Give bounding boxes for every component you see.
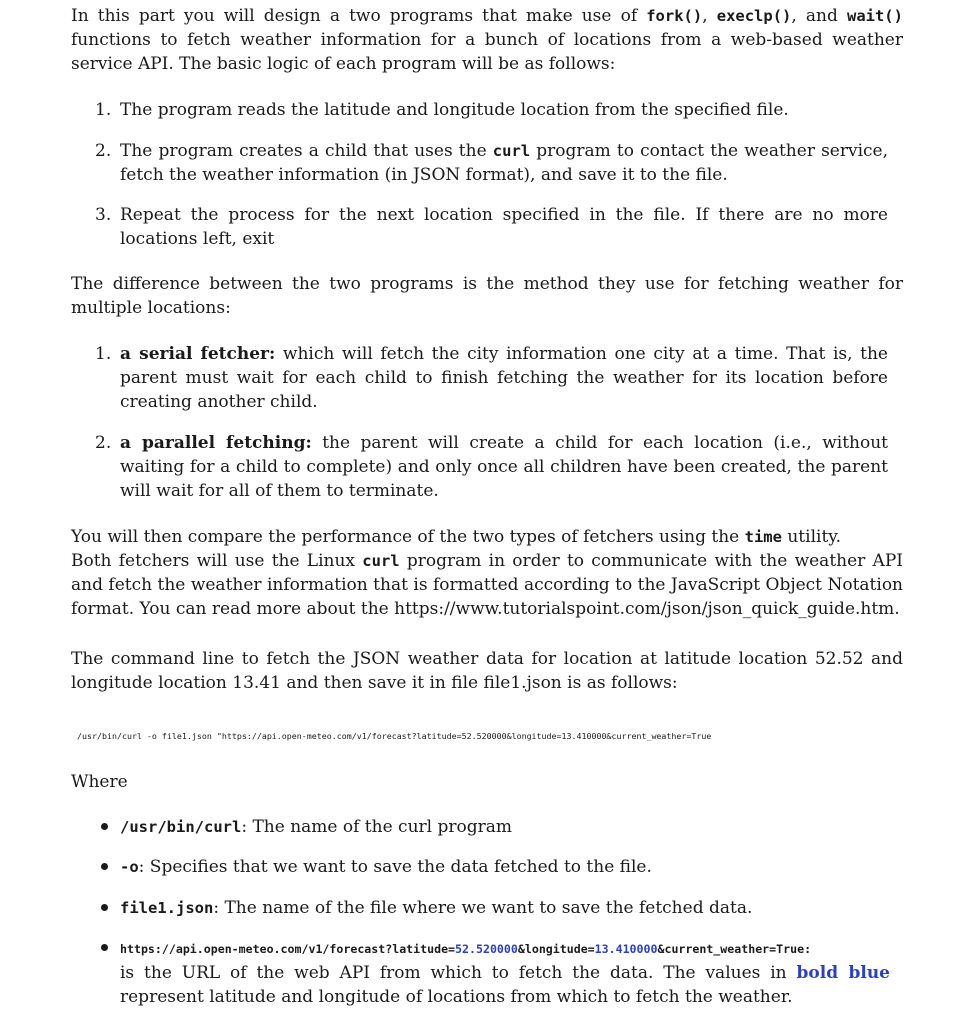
step-item-1 [95, 98, 903, 122]
compare-paragraph: You will then compare the performance of the two types of fetchers using the time utility. Both fetchers will use the Linux curl program in order to communicate with the weather API and fetch the weather information that is formatted according to the JavaScript Object Notation format. You can read more about the https://www.tutorialspoint.com/json/json_quick_guide.htm. [71, 527, 903, 619]
fetcher-text: a serial fetcher: which will fetch the city information one city at a time. That is, the parent must wait for each child to finish fetching the weather for its location before creating another child. [120, 344, 888, 412]
curl-code: curl [362, 552, 400, 570]
fetcher-title: a serial fetcher: [120, 344, 276, 364]
bullet-item-o [71, 855, 903, 879]
intro-text-2: , [702, 6, 717, 26]
command-intro-paragraph: The command line to fetch the JSON weather data for location at latitude location 52.52 and longitude location 13.41 and then save it in file file1.json is as follows: [71, 649, 903, 693]
difference-paragraph: The difference between the two programs is the method they use for fetching weather for multiple locations: [71, 274, 903, 318]
bullet-text: : The name of the file where we want to save the fetched data. [213, 898, 753, 918]
bullet-code: file1.json [120, 899, 214, 917]
step-item-3 [95, 203, 903, 251]
bullet-dot [101, 944, 105, 948]
url-longitude: 13.410000 [594, 942, 658, 956]
curl-command-line: /usr/bin/curl -o file1.json "https://api.open-meteo.com/v1/forecast?latitude=52.520000&longitude=13.410000&current_weather=True [77, 731, 712, 741]
bold-blue-text: bold blue [796, 963, 890, 983]
intro-text-3: , and [791, 6, 847, 26]
url-part: https://api.open-meteo.com/v1/forecast?latitude= [120, 942, 456, 956]
bullet-text: : Specifies that we want to save the data fetched to the file. [138, 857, 652, 877]
intro-text-4: functions to fetch weather information for a bunch of locations from a web-based weather service API. The basic logic of each program will be as follows: [71, 30, 903, 74]
intro-paragraph [71, 4, 903, 76]
step-number: 1. [95, 100, 112, 120]
intro-text-1: In this part you will design a two programs that make use of [71, 6, 647, 26]
bullet-dot [101, 823, 105, 827]
bullet-code: -o [120, 858, 139, 876]
fetcher-number: 1. [95, 344, 112, 364]
bullet-dot [101, 904, 105, 908]
fetcher-title: a parallel fetching: [120, 433, 312, 453]
step-text: Repeat the process for the next location specified in the file. If there are no more locations left, exit [120, 205, 888, 249]
wait-code: wait() [846, 7, 903, 25]
fetcher-text: a parallel fetching: the parent will create a child for each location (i.e., without waiting for a child to complete) and only once all children have been created, the parent will wait for all of them to terminate. [120, 433, 889, 501]
url-latitude: 52.520000 [455, 942, 518, 956]
url-part: &longitude= [517, 942, 595, 956]
curl-code: curl [492, 142, 531, 160]
bullet-item-file [71, 896, 903, 920]
execlp-code: execlp() [716, 7, 792, 25]
step-item-2 [95, 139, 903, 187]
bullet-dot [101, 863, 105, 867]
step-text: The program creates a child that uses the curl program to contact the weather service, fetch the weather information (in JSON format), and save it to the file. [120, 141, 889, 185]
fork-code: fork() [646, 7, 703, 25]
where-label: Where [71, 772, 128, 792]
fetcher-item-parallel [95, 431, 903, 503]
bullet-item-curl [71, 815, 903, 839]
bullet-text: : The name of the curl program [241, 817, 512, 837]
fetcher-item-serial [95, 342, 903, 414]
bullet-code: /usr/bin/curl [120, 818, 242, 836]
step-text: The program reads the latitude and longitude location from the specified file. [120, 100, 789, 120]
url-part: &current_weather=True: [657, 942, 812, 956]
time-code: time [744, 528, 782, 546]
step-number: 3. [95, 205, 112, 225]
fetcher-number: 2. [95, 433, 112, 453]
step-number: 2. [95, 141, 112, 161]
bullet-item-url: https://api.open-meteo.com/v1/forecast?latitude=52.520000&longitude=13.410000&current_weather=True: is the URL of the web API from which to fetch the data. The values in bold blue represent latitude and longitude of locations from which to fetch the weather. [71, 936, 903, 1008]
